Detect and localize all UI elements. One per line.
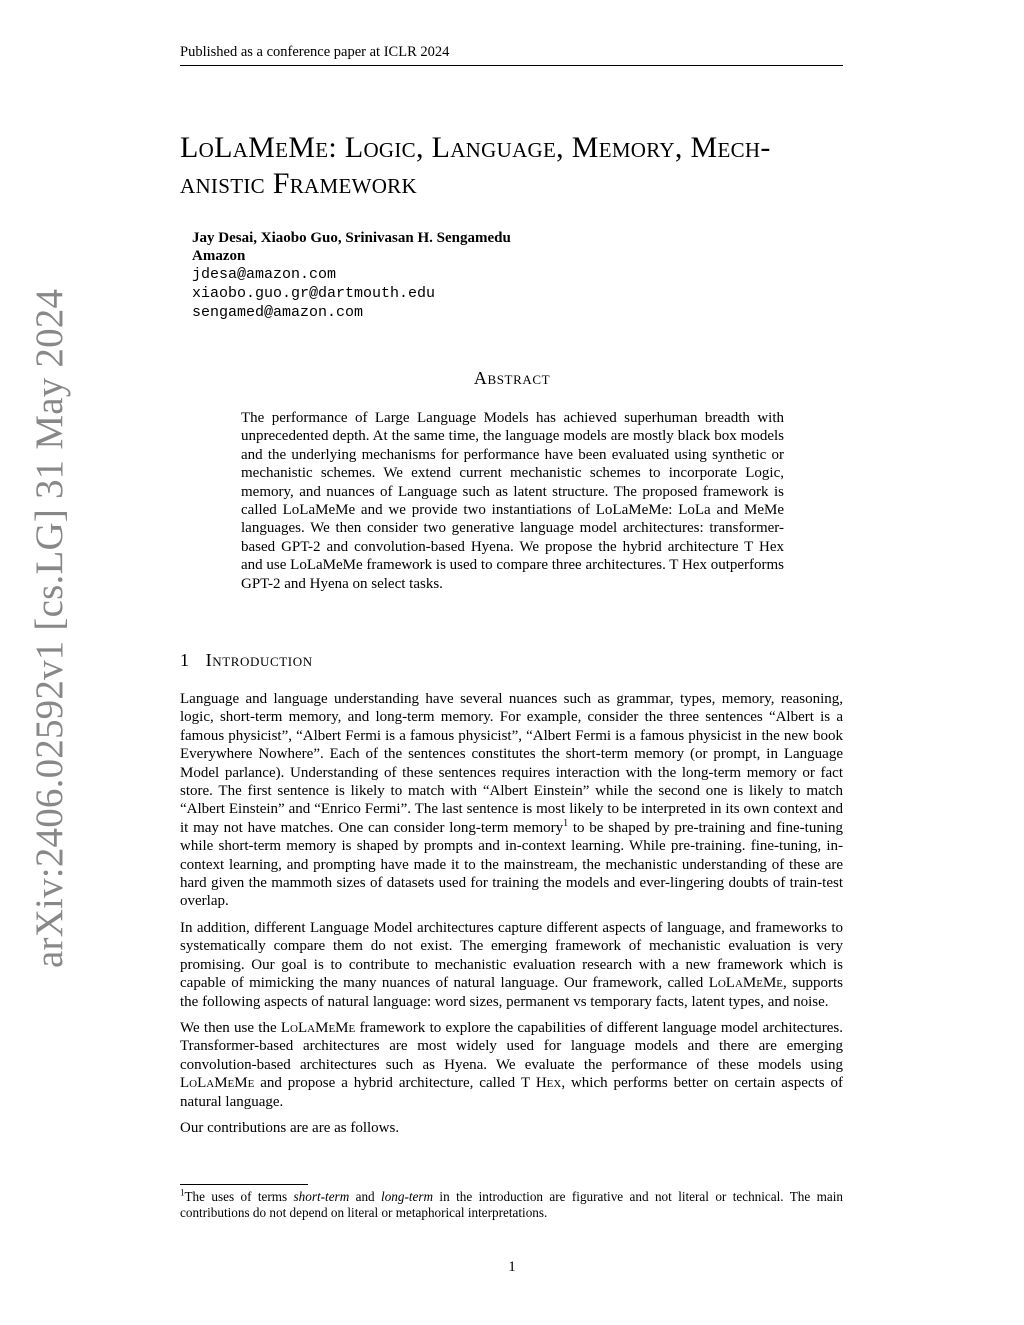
abstract-body: The performance of Large Language Models has achieved superhuman breadth with unprecedented depth. At the same time, the language models are mostly black box models and the underlying mechanisms for performance have been evaluated using synthetic or mechanistic schemes. We extend current mechanistic schemes to incorporate Logic, memory, and nuances of Language such as latent structure. The proposed framework is called LoLaMeMe and we provide two instantiations of LoLaMeMe: LoLa and MeMe languages. We then consider two generative language model architectures: transformer-based GPT-2 and convolution-based Hyena. We propose the hybrid architecture T Hex and use LoLaMeMe framework is used to compare three architectures. T Hex outperforms GPT-2 and Hyena on select tasks. [241, 410, 785, 592]
intro-body [180, 690, 843, 1145]
author-email[interactable]: sengamed@amazon.com [192, 304, 364, 321]
footnote-term: short-term [293, 1189, 350, 1204]
framework-name: LoLaMeMe [708, 975, 784, 992]
author-block [192, 229, 511, 322]
paragraph [180, 690, 843, 911]
framework-name: LoLaMeMe [280, 1019, 356, 1036]
author-email[interactable]: jdesa@amazon.com [192, 266, 337, 283]
paragraph: Our contributions are are as follows. [180, 1119, 400, 1136]
paragraph [180, 919, 843, 1011]
paragraph-text: Language and language understanding have several nuances such as grammar, types, memory, reasoning, logic, short-term memory, and long-term memory. For example, consider the three sentences “Albert is a famous physicist”, “Albert Fermi is a famous physicist”, “Albert Fermi is a famous physicist in the new book Everywhere Nowhere”. Each of the sentences constitutes the short-term memory (or prompt, in Language Model parlance). Understanding of these sentences requires interaction with the long-term memory or fact store. The first sentence is likely to match with “Albert Einstein” while the second one is likely to match “Albert Einstein” and “Enrico Fermi”. The last sentence is most likely to be interpreted in its own context and it may not have matches. One can consider long-term memory [180, 691, 843, 836]
author-affiliation: Amazon [192, 248, 246, 264]
paper-title [180, 130, 860, 202]
footnote-mark[interactable]: 1 [563, 817, 569, 829]
paragraph-text: and propose a hybrid architecture, called [254, 1075, 522, 1092]
footnote [180, 1189, 843, 1221]
paragraph-text: to be shaped by pre-training and fine-tuning while short-term memory is shaped by prompts and in-context learning. While pre-training. fine-tuning, in-context learning, and prompting have made it to the mainstream, the mechanistic understanding of these are hard given the mammoth sizes of datasets used for training the models and ever-lingering doubts of train-test overlap. [180, 819, 843, 910]
paragraph-text: framework to explore the capabilities of different language model architectures. Transformer-based architectures are most widely used for language models and there are emerging convolution-based architectures such as Hyena. We evaluate the performance of these models using [180, 1019, 843, 1073]
footnote-text: in the introduction are figurative and not literal or technical. The main contributions do not depend on literal or metaphorical interpretations. [180, 1189, 843, 1220]
paragraph-text: In addition, different Language Model architectures capture different aspects of language, and frameworks to systematically compare them do not exist. The emerging framework of mechanistic evaluation is very promising. Our goal is to contribute to mechanistic evaluation research with a new framework which is capable of mimicking the many nuances of natural language. Our framework, called [180, 919, 843, 992]
footnote-term: long-term [381, 1189, 434, 1204]
footnote-text: The uses of terms [184, 1189, 294, 1204]
architecture-name: T Hex [521, 1075, 562, 1092]
author-email[interactable]: xiaobo.guo.gr@dartmouth.edu [192, 285, 436, 302]
author-names: Jay Desai, Xiaobo Guo, Srinivasan H. Sengamedu [192, 230, 511, 246]
paragraph [180, 1019, 843, 1111]
paragraph-text: , supports the following aspects of natural language: word sizes, permanent vs temporary facts, latent types, and noise. [180, 975, 843, 1010]
section-heading [180, 650, 313, 671]
footnote-mark: 1 [180, 1187, 185, 1198]
title-line-2: anistic Framework [180, 167, 417, 200]
page-number: 1 [508, 1259, 516, 1275]
title-line-1: LoLaMeMe: Logic, Language, Memory, Mech- [180, 131, 771, 164]
footnote-rule [180, 1184, 308, 1185]
paragraph-text: , which performs better on certain aspects of natural language. [180, 1075, 843, 1110]
framework-name: LoLaMeMe [180, 1075, 255, 1092]
paragraph-text: We then use the [180, 1019, 281, 1036]
arxiv-stamp: arXiv:2406.02592v1 [cs.LG] 31 May 2024 [28, 288, 71, 968]
section-title: Introduction [205, 650, 313, 670]
footnote-text: and [349, 1189, 382, 1204]
section-number: 1 [180, 650, 190, 670]
abstract-heading: Abstract [473, 368, 551, 388]
running-header: Published as a conference paper at ICLR 2024 [180, 44, 843, 66]
